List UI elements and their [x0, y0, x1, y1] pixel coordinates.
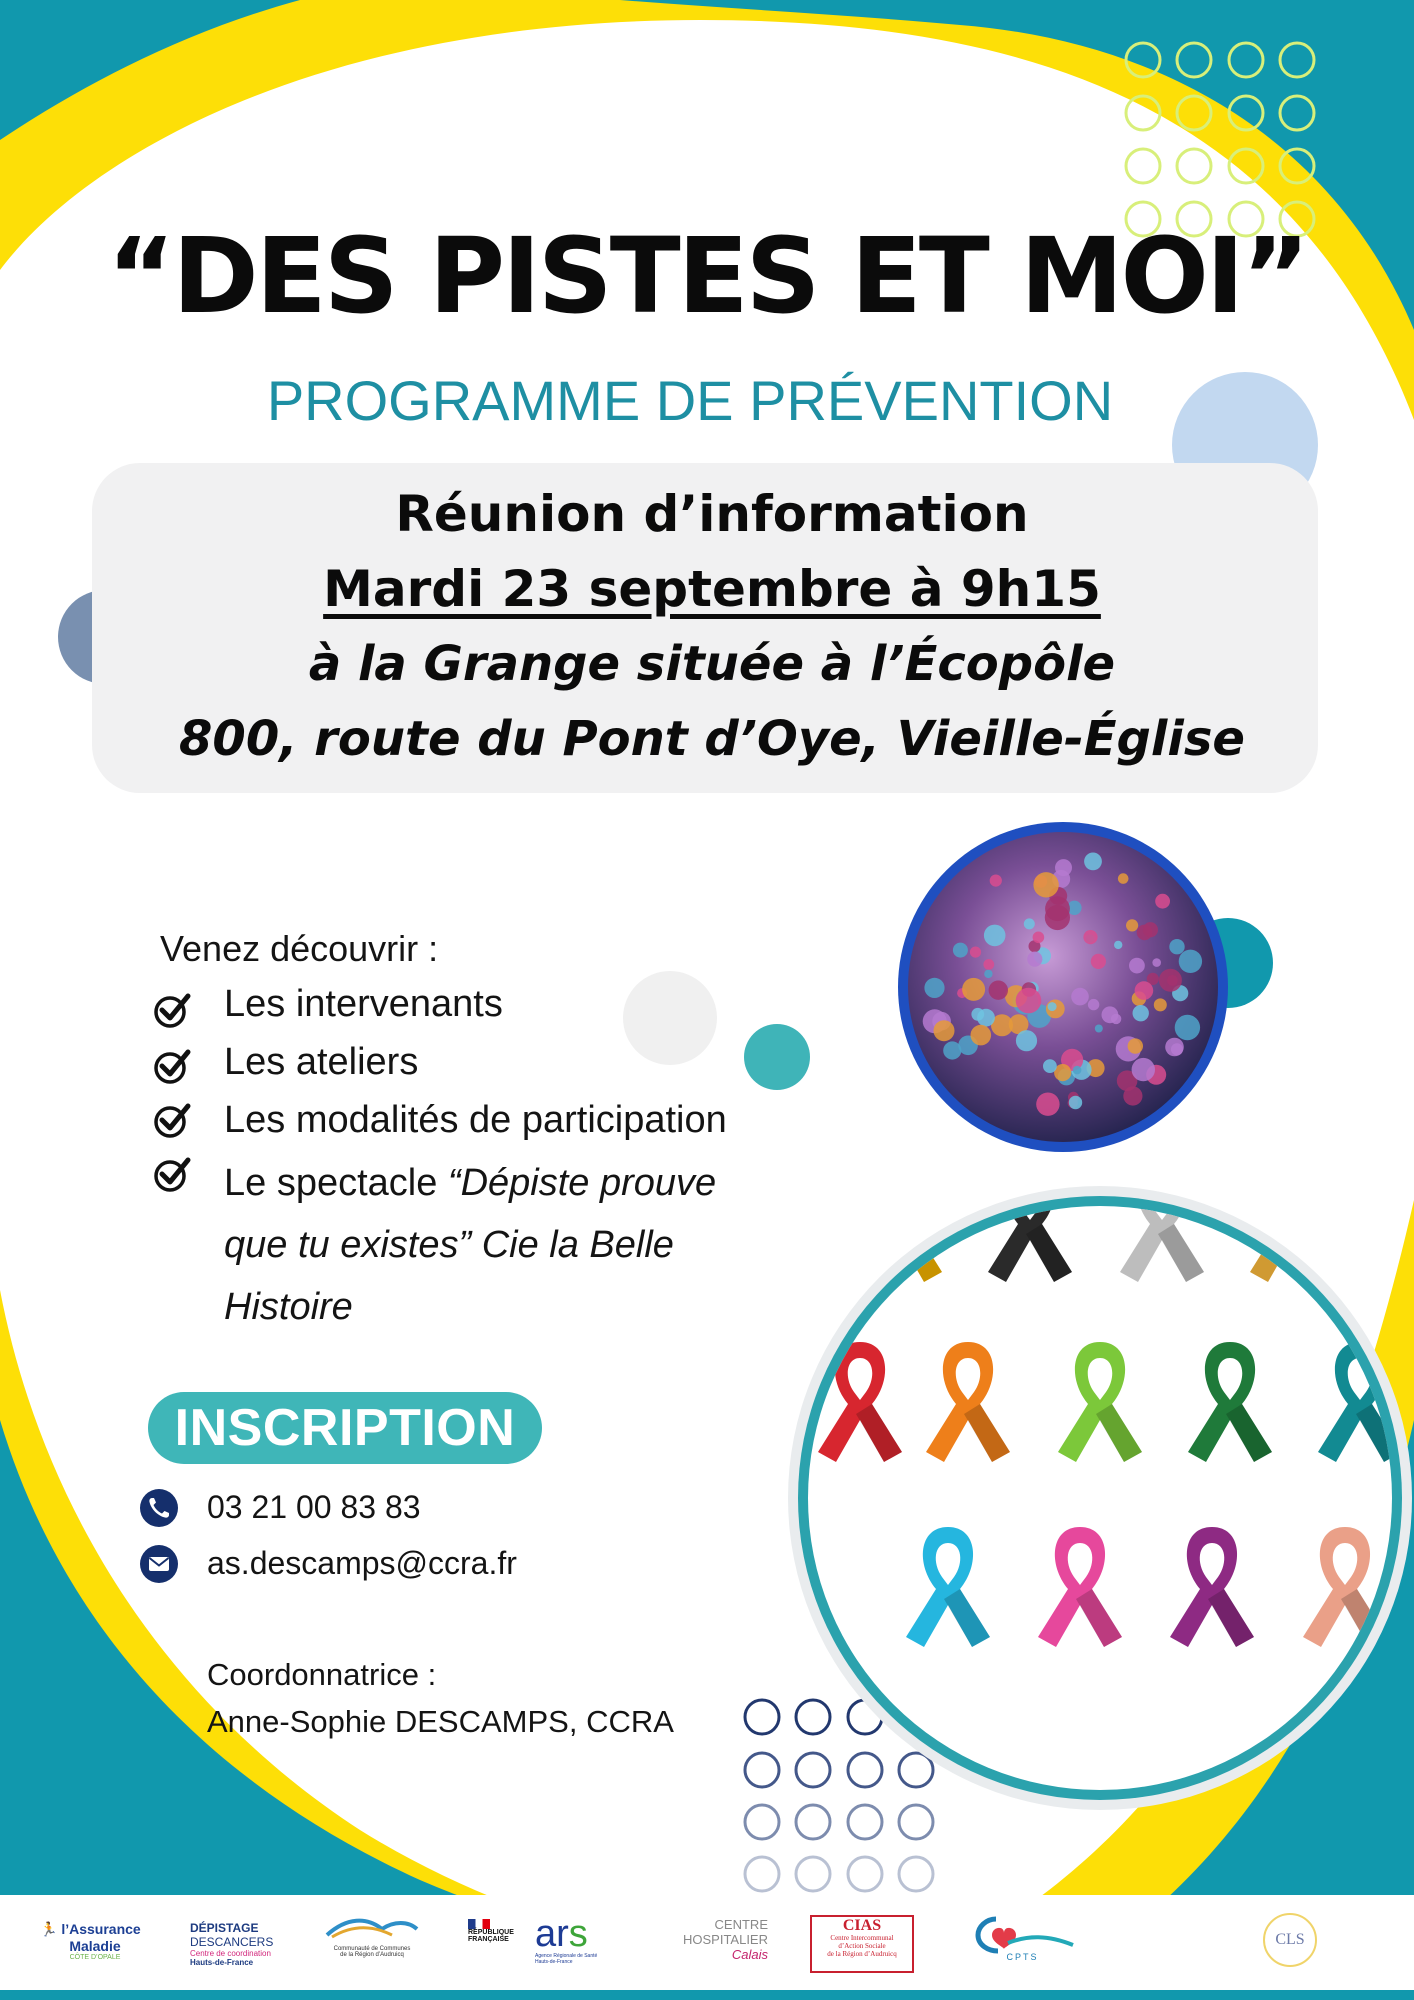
logo-cias: CIAS Centre Intercommunal d’Action Sociale de la Région d’Audruicq — [810, 1915, 914, 1973]
cell-texture-dot — [1073, 1066, 1082, 1075]
cell-texture-dot — [1084, 853, 1102, 871]
logo-assurance-maladie: 🏃 l’Assurance Maladie CÔTE D’OPALE — [40, 1921, 141, 1961]
cell-texture-dot — [1143, 922, 1158, 937]
cell-texture-dot — [984, 925, 1006, 947]
envelope-icon — [140, 1545, 178, 1583]
check-icon — [152, 1154, 192, 1194]
cell-texture-dot — [1123, 1086, 1142, 1105]
check-icon — [152, 1100, 192, 1140]
cell-texture-dot — [989, 981, 1008, 1000]
cell-texture-dot — [1027, 952, 1042, 967]
phone-icon — [140, 1489, 178, 1527]
cell-texture-dot — [1171, 1043, 1183, 1055]
cell-texture-dot — [984, 970, 992, 978]
cell-texture-dot — [1135, 981, 1154, 1000]
logo-depistage-cancers: DÉPISTAGE DESCANCERS Centre de coordination Hauts-de-France — [190, 1921, 274, 1967]
cell-texture-dot — [1048, 1002, 1057, 1011]
page-title: “DES PISTES ET MOI” — [107, 215, 1307, 337]
list-item: Les intervenants — [224, 983, 503, 1025]
logo-cpts: CPTS — [965, 1913, 1080, 1962]
cell-texture-dot — [953, 943, 968, 958]
cell-texture-dot — [1152, 958, 1161, 967]
cell-texture-dot — [1095, 1025, 1103, 1033]
inscription-badge: INSCRIPTION — [148, 1392, 542, 1464]
logo-centre-hospitalier-calais: CENTRE HOSPITALIER Calais — [682, 1917, 768, 1962]
logo-ccra: Communauté de Communes de la Région d’Audruicq — [322, 1915, 422, 1958]
cell-texture-dot — [1169, 939, 1184, 954]
cell-texture-dot — [1016, 988, 1042, 1014]
cell-texture-dot — [934, 1020, 955, 1041]
cell-texture-dot — [1128, 1038, 1143, 1053]
list-item-show — [224, 1162, 716, 1205]
cell-texture-dot — [1114, 941, 1122, 949]
coordinator-name: Anne-Sophie DESCAMPS, CCRA — [207, 1704, 674, 1739]
cell-texture-dot — [1126, 919, 1138, 931]
info-address: 800, route du Pont d’Oye, Vieille-Église — [179, 711, 1245, 767]
email-address[interactable]: as.descamps@ccra.fr — [207, 1545, 517, 1581]
logo-cls: CLS — [1260, 1913, 1320, 1967]
list-item: Les ateliers — [224, 1041, 419, 1083]
coordinator-label: Coordonnatrice : — [207, 1657, 437, 1692]
logo-ars: ars Agence Régionale de Santé Hauts-de-France — [535, 1913, 598, 1965]
cell-texture-dot — [1091, 954, 1106, 969]
cell-texture-dot — [1024, 918, 1035, 929]
cell-texture-dot — [1033, 872, 1058, 897]
cell-texture-dot — [1033, 932, 1045, 944]
show-title-part-a: “Dépiste prouve — [447, 1162, 717, 1204]
cell-texture-dot — [1083, 930, 1097, 944]
list-item: Les modalités de participation — [224, 1099, 727, 1141]
cell-texture-dot — [962, 978, 985, 1001]
page-subtitle: PROGRAMME DE PRÉVENTION — [266, 369, 1114, 432]
show-prefix: Le spectacle — [224, 1162, 448, 1204]
cell-texture-dot — [1016, 1030, 1037, 1051]
cell-texture-dot — [1055, 859, 1072, 876]
cell-texture-dot — [1111, 1014, 1121, 1024]
cell-texture-dot — [990, 875, 1002, 887]
partner-logos-footer — [0, 1895, 1414, 1990]
cell-texture-dot — [1118, 873, 1129, 884]
check-icon — [152, 1046, 192, 1086]
info-heading: Réunion d’information — [395, 485, 1029, 543]
logo-republique-francaise: RÉPUBLIQUE FRANÇAISE — [468, 1919, 528, 1943]
show-title-part-b: que tu existes” Cie la Belle — [224, 1224, 674, 1266]
show-title-part-c: Histoire — [224, 1286, 353, 1328]
cell-texture-dot — [983, 959, 994, 970]
info-date: Mardi 23 septembre à 9h15 — [323, 560, 1101, 618]
cell-texture-dot — [1154, 998, 1167, 1011]
cell-texture-dot — [1133, 1005, 1149, 1021]
check-icon — [152, 990, 192, 1030]
cell-texture-dot — [1175, 1015, 1200, 1040]
info-place: à la Grange située à l’Écopôle — [308, 636, 1116, 692]
cell-texture-dot — [1129, 958, 1145, 974]
cell-texture-dot — [1155, 894, 1170, 909]
cell-texture-dot — [924, 978, 944, 998]
cell-texture-dot — [1069, 1096, 1082, 1109]
cell-texture-dot — [970, 947, 981, 958]
cell-texture-dot — [971, 1025, 992, 1046]
discover-intro: Venez découvrir : — [160, 928, 439, 969]
cell-texture-dot — [1167, 975, 1178, 986]
cell-texture-dot — [1179, 950, 1202, 973]
cell-texture-dot — [1088, 999, 1099, 1010]
cell-texture-dot — [977, 1009, 995, 1027]
cell-texture-dot — [1071, 988, 1089, 1006]
cell-texture-dot — [1132, 1058, 1155, 1081]
cell-texture-dot — [1036, 1093, 1059, 1116]
cell-texture-dot — [1043, 1059, 1057, 1073]
cell-texture-dot — [943, 1041, 961, 1059]
phone-number[interactable]: 03 21 00 83 83 — [207, 1489, 421, 1525]
